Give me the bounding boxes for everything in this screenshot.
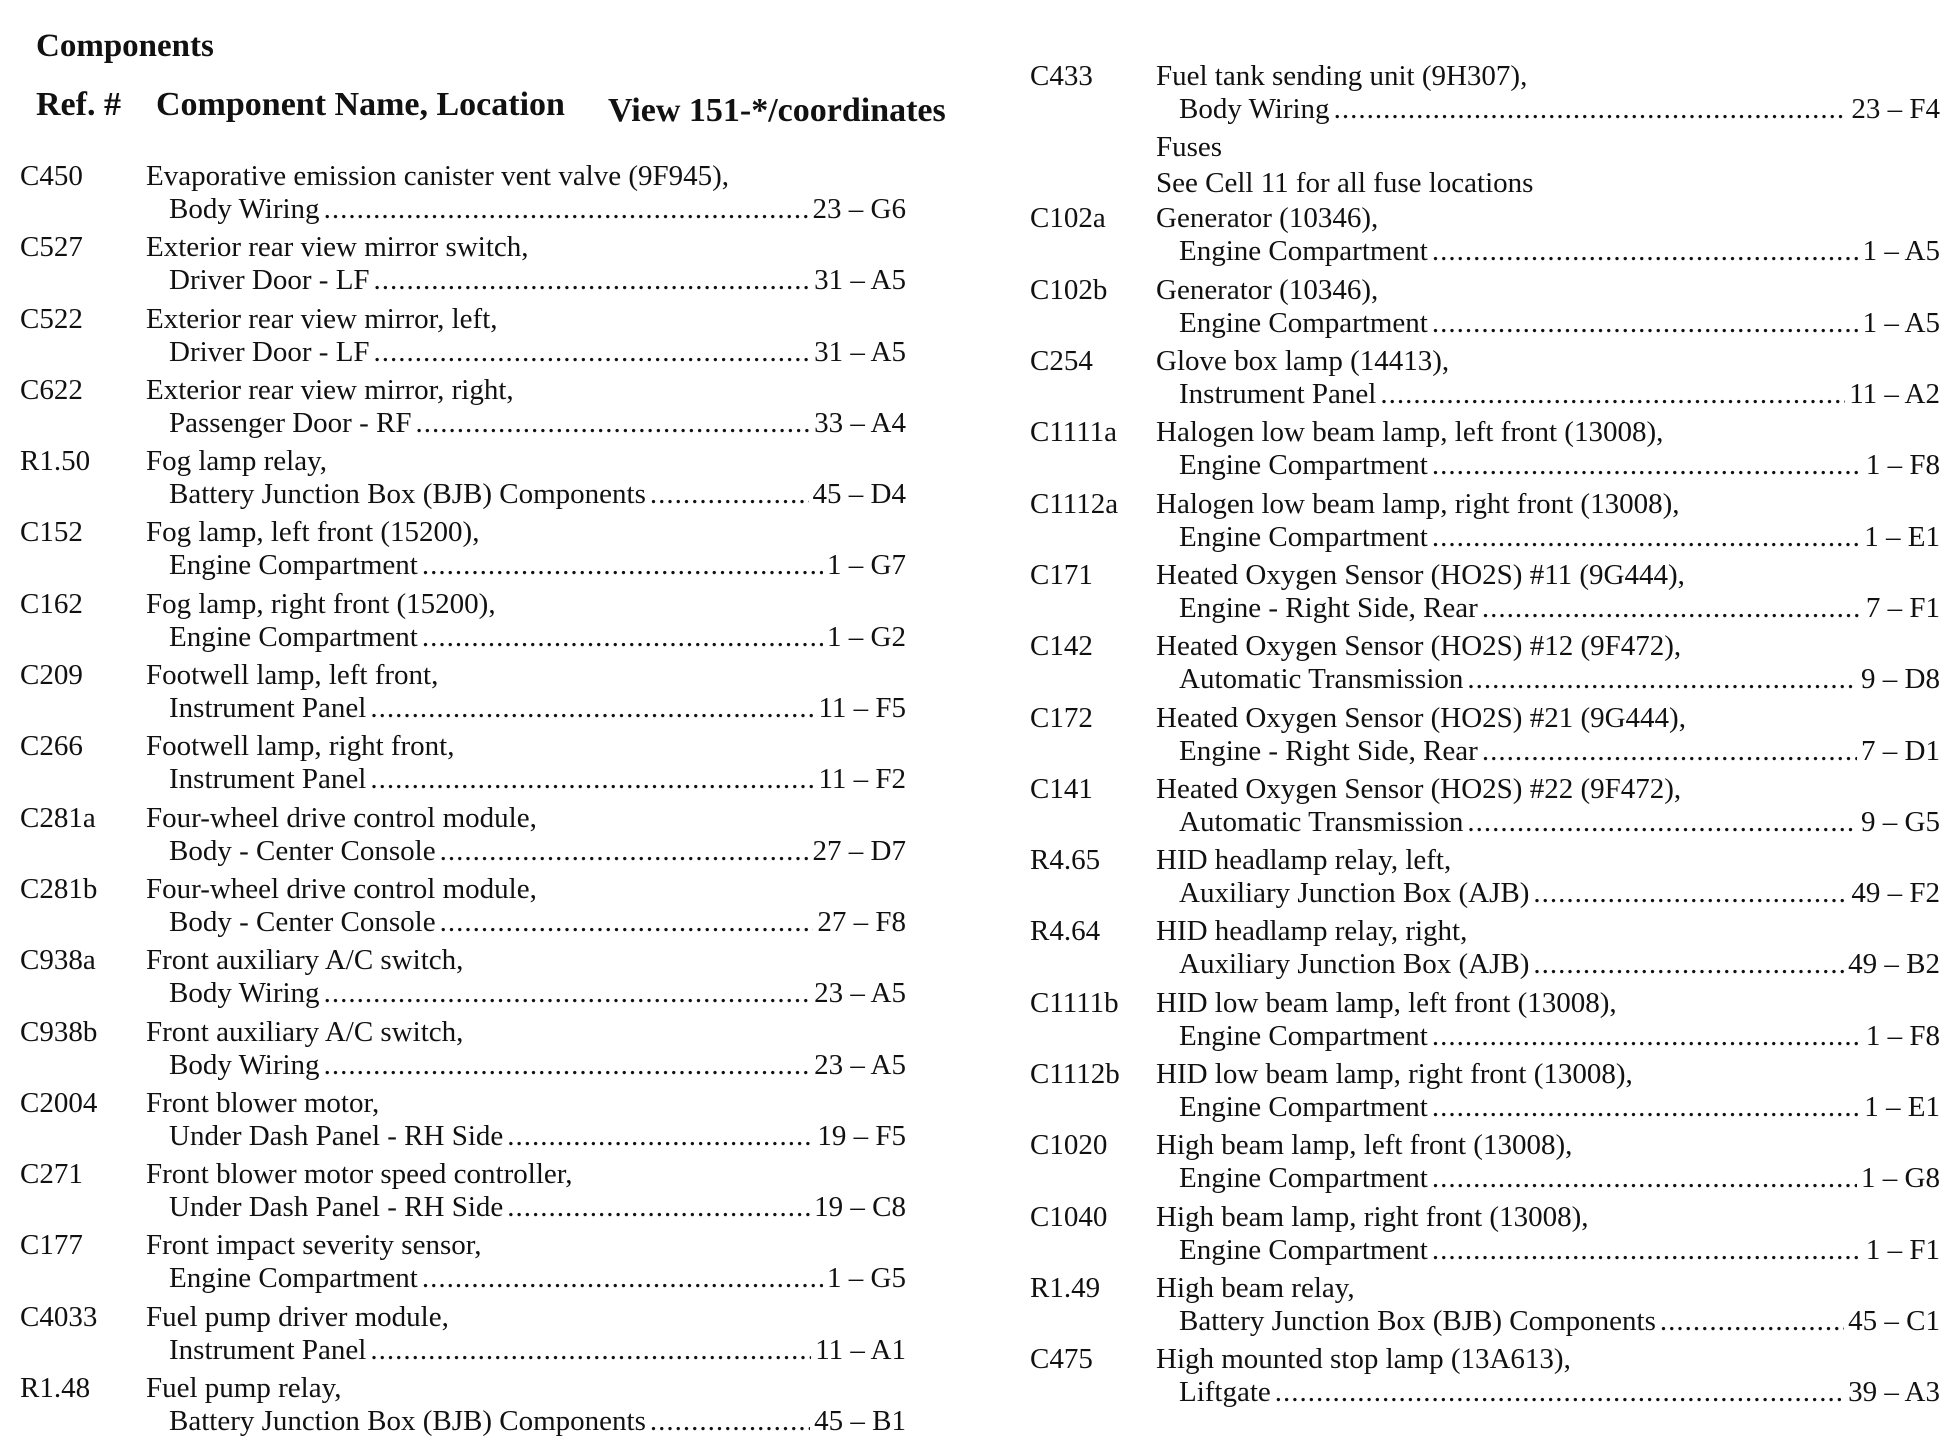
component-name: Heated Oxygen Sensor (HO2S) #21 (9G444),	[1156, 701, 1686, 734]
component-name: HID low beam lamp, left front (13008),	[1156, 986, 1617, 1019]
component-name: Fuel pump driver module,	[146, 1300, 449, 1333]
dot-leader	[440, 906, 814, 939]
component-name: Heated Oxygen Sensor (HO2S) #22 (9F472),	[1156, 772, 1682, 805]
component-location: Under Dash Panel - RH Side	[169, 1119, 504, 1152]
component-name: Front impact severity sensor,	[146, 1229, 482, 1262]
dot-leader	[1432, 1020, 1862, 1053]
dot-leader	[1533, 948, 1844, 981]
component-entry	[1030, 1201, 1940, 1272]
ref-number: C1040	[1030, 1200, 1108, 1233]
ref-number: C1020	[1030, 1129, 1108, 1162]
component-name: Exterior rear view mirror, right,	[146, 373, 514, 406]
component-location: Battery Junction Box (BJB) Components	[169, 1405, 646, 1438]
fuses-note-row	[1030, 167, 1940, 203]
component-location: Auxiliary Junction Box (AJB)	[1179, 948, 1530, 981]
component-name: Generator (10346),	[1156, 273, 1379, 306]
component-location: Engine Compartment	[169, 1262, 418, 1295]
component-entry	[1030, 773, 1940, 844]
dot-leader	[1334, 93, 1848, 126]
view-coordinate: 23 – A5	[814, 977, 906, 1010]
right-column	[1030, 60, 1940, 1415]
ref-number: C102b	[1030, 273, 1108, 306]
component-location: Engine Compartment	[1179, 449, 1428, 482]
ref-number: C2004	[20, 1086, 98, 1119]
component-location: Auxiliary Junction Box (AJB)	[1179, 877, 1530, 910]
dot-leader	[370, 763, 814, 796]
component-name: Front auxiliary A/C switch,	[146, 944, 464, 977]
view-coordinate: 27 – D7	[812, 834, 906, 867]
ref-number: C142	[1030, 630, 1093, 663]
dot-leader	[1467, 663, 1857, 696]
component-name: Glove box lamp (14413),	[1156, 345, 1450, 378]
component-location: Body Wiring	[169, 193, 320, 225]
component-name: High beam relay,	[1156, 1271, 1355, 1304]
component-name: Exterior rear view mirror switch,	[146, 231, 529, 264]
component-name: Footwell lamp, right front,	[146, 730, 455, 763]
component-entry	[20, 516, 940, 587]
view-coordinate: 11 – F2	[818, 763, 906, 796]
view-coordinate: 1 – F8	[1865, 449, 1940, 482]
component-entry	[1030, 915, 1940, 986]
component-entry	[1030, 1343, 1940, 1414]
ref-number: R4.64	[1030, 915, 1101, 948]
component-location: Battery Junction Box (BJB) Components	[1179, 1304, 1656, 1337]
component-name: Front blower motor,	[146, 1086, 380, 1119]
dot-leader	[507, 1120, 813, 1153]
view-coordinate: 1 – G7	[827, 549, 906, 582]
view-coordinate: 39 – A3	[1848, 1376, 1940, 1409]
component-name: High mounted stop lamp (13A613),	[1156, 1343, 1571, 1376]
ref-number: C177	[20, 1229, 83, 1262]
component-name: Front blower motor speed controller,	[146, 1158, 573, 1191]
component-location: Instrument Panel	[169, 1333, 367, 1366]
component-entry	[20, 588, 940, 659]
view-coordinate: 33 – A4	[814, 406, 906, 439]
ref-number: R1.49	[1030, 1271, 1101, 1304]
view-coordinate: 1 – A5	[1862, 306, 1940, 339]
component-location: Under Dash Panel - RH Side	[169, 1191, 504, 1224]
component-location: Body - Center Console	[169, 834, 436, 867]
dot-leader	[440, 835, 809, 868]
dot-leader	[1467, 806, 1857, 839]
component-entry	[1030, 987, 1940, 1058]
ref-number: C1112a	[1030, 487, 1119, 520]
ref-number: C141	[1030, 772, 1093, 805]
component-entry	[1030, 416, 1940, 487]
ref-number: C266	[20, 730, 83, 763]
view-coordinate: 27 – F8	[817, 905, 906, 938]
dot-leader	[1482, 735, 1857, 768]
component-location: Engine - Right Side, Rear	[1179, 734, 1478, 767]
dot-leader	[324, 977, 811, 1010]
dot-leader	[1533, 877, 1847, 910]
component-entry	[20, 1229, 940, 1300]
component-location: Engine Compartment	[169, 549, 418, 582]
component-location: Instrument Panel	[169, 692, 367, 725]
component-entry	[20, 445, 940, 516]
component-entry	[1030, 274, 1940, 345]
component-entry	[20, 374, 940, 445]
ref-number: C1111a	[1030, 416, 1117, 449]
view-coordinate: 1 – F1	[1865, 1233, 1940, 1266]
component-name: Halogen low beam lamp, left front (13008),	[1156, 416, 1664, 449]
component-name: Fuel tank sending unit (9H307),	[1156, 60, 1528, 92]
dot-leader	[370, 1334, 811, 1367]
component-location: Engine Compartment	[169, 620, 418, 653]
view-coordinate: 23 – A5	[814, 1048, 906, 1081]
component-location: Driver Door - LF	[169, 335, 370, 368]
dot-leader	[1432, 307, 1859, 340]
dot-leader	[374, 336, 811, 369]
ref-number: C271	[20, 1158, 83, 1191]
component-name: Fog lamp relay,	[146, 445, 327, 478]
left-column	[20, 160, 940, 1443]
dot-leader	[650, 478, 809, 511]
component-entry	[20, 160, 940, 231]
component-entry	[20, 802, 940, 873]
view-coordinate: 49 – B2	[1848, 948, 1940, 981]
component-entry	[1030, 488, 1940, 559]
component-location: Engine Compartment	[1179, 1091, 1428, 1124]
ref-number: C938a	[20, 944, 96, 977]
view-coordinate: 1 – G5	[827, 1262, 906, 1295]
component-entry	[1030, 559, 1940, 630]
component-location: Instrument Panel	[1179, 378, 1377, 411]
component-entry	[1030, 1058, 1940, 1129]
ref-number: C1111b	[1030, 986, 1119, 1019]
view-coordinate: 1 – F8	[1865, 1019, 1940, 1052]
view-coordinate: 1 – G8	[1861, 1162, 1940, 1195]
ref-number: C475	[1030, 1343, 1093, 1376]
ref-column-header: Ref. #	[36, 86, 121, 123]
ref-number: C281b	[20, 872, 98, 905]
ref-number: C152	[20, 516, 83, 549]
dot-leader	[1660, 1305, 1844, 1338]
component-entry	[20, 944, 940, 1015]
component-name: Front auxiliary A/C switch,	[146, 1015, 464, 1048]
view-coordinate: 49 – F2	[1851, 877, 1940, 910]
dot-leader	[370, 692, 814, 725]
view-coordinate: 45 – C1	[1848, 1304, 1940, 1337]
component-entry	[1030, 60, 1940, 131]
component-location: Driver Door - LF	[169, 264, 370, 297]
dot-leader	[324, 1049, 811, 1082]
component-entry	[20, 1372, 940, 1443]
component-entry	[1030, 202, 1940, 273]
component-name: HID headlamp relay, left,	[1156, 844, 1452, 877]
component-location: Engine Compartment	[1179, 1019, 1428, 1052]
ref-number: C450	[20, 160, 83, 192]
component-location: Engine Compartment	[1179, 306, 1428, 339]
view-coordinate: 11 – A2	[1849, 378, 1940, 411]
dot-leader	[324, 193, 809, 226]
dot-leader	[415, 407, 810, 440]
component-name: Fog lamp, right front (15200),	[146, 587, 496, 620]
component-location: Instrument Panel	[169, 763, 367, 796]
ref-number: R4.65	[1030, 844, 1101, 877]
component-location: Engine Compartment	[1179, 235, 1428, 268]
component-entry	[1030, 345, 1940, 416]
view-coordinate: 45 – B1	[814, 1405, 906, 1438]
ref-number: C527	[20, 231, 83, 264]
component-location: Automatic Transmission	[1179, 663, 1464, 696]
ref-number: C622	[20, 373, 83, 406]
component-location: Body - Center Console	[169, 905, 436, 938]
dot-leader	[422, 621, 823, 654]
view-coordinate: 7 – D1	[1861, 734, 1940, 767]
component-entry	[20, 1016, 940, 1087]
component-entry	[20, 659, 940, 730]
view-coordinate: 31 – A5	[814, 264, 906, 297]
component-entry	[20, 1301, 940, 1372]
component-entry	[20, 303, 940, 374]
component-name: Fuel pump relay,	[146, 1372, 342, 1405]
component-entry	[1030, 1272, 1940, 1343]
component-name: HID headlamp relay, right,	[1156, 915, 1468, 948]
component-entry	[1030, 1129, 1940, 1200]
ref-number: R1.50	[20, 445, 91, 478]
view-column-header: View 151-*/coordinates	[608, 92, 946, 129]
component-entry	[1030, 844, 1940, 915]
ref-number: R1.48	[20, 1372, 91, 1405]
dot-leader	[1380, 378, 1845, 411]
component-entry	[20, 1158, 940, 1229]
component-location: Liftgate	[1179, 1376, 1271, 1409]
view-coordinate: 45 – D4	[812, 478, 906, 511]
component-location: Engine - Right Side, Rear	[1179, 591, 1478, 624]
fuses-heading-row	[1030, 131, 1940, 167]
component-location: Body Wiring	[169, 977, 320, 1010]
dot-leader	[1432, 1234, 1862, 1267]
component-location: Engine Compartment	[1179, 1233, 1428, 1266]
dot-leader	[422, 1262, 823, 1295]
component-name: High beam lamp, left front (13008),	[1156, 1129, 1573, 1162]
ref-number: C254	[1030, 345, 1093, 378]
ref-number: C4033	[20, 1300, 98, 1333]
ref-number: C938b	[20, 1015, 98, 1048]
view-coordinate: 7 – F1	[1865, 591, 1940, 624]
dot-leader	[1482, 592, 1862, 625]
view-coordinate: 9 – D8	[1861, 663, 1940, 696]
dot-leader	[1432, 235, 1859, 268]
component-entry	[20, 873, 940, 944]
dot-leader	[1432, 1091, 1860, 1124]
ref-number: C522	[20, 302, 83, 335]
view-coordinate: 1 – E1	[1864, 1091, 1940, 1124]
view-coordinate: 23 – G6	[812, 193, 906, 225]
component-entry	[20, 730, 940, 801]
component-name: Exterior rear view mirror, left,	[146, 302, 498, 335]
component-name: Evaporative emission canister vent valve (9F945),	[146, 160, 730, 192]
component-location: Body Wiring	[1179, 93, 1330, 125]
view-coordinate: 11 – F5	[818, 692, 906, 725]
ref-number: C171	[1030, 558, 1093, 591]
component-name: Generator (10346),	[1156, 202, 1379, 235]
dot-leader	[1432, 1162, 1857, 1195]
ref-number: C433	[1030, 60, 1093, 92]
component-name: Footwell lamp, left front,	[146, 659, 439, 692]
component-location: Engine Compartment	[1179, 520, 1428, 553]
dot-leader	[1275, 1376, 1844, 1409]
component-name: Four-wheel drive control module,	[146, 872, 537, 905]
dot-leader	[1432, 449, 1862, 482]
ref-number: C1112b	[1030, 1058, 1120, 1091]
ref-number: C281a	[20, 801, 96, 834]
component-location: Battery Junction Box (BJB) Components	[169, 478, 646, 511]
component-entry	[20, 1087, 940, 1158]
component-name: Heated Oxygen Sensor (HO2S) #11 (9G444),	[1156, 558, 1685, 591]
view-coordinate: 11 – A1	[815, 1333, 906, 1366]
view-coordinate: 19 – C8	[814, 1191, 906, 1224]
view-coordinate: 31 – A5	[814, 335, 906, 368]
dot-leader	[507, 1191, 810, 1224]
component-entry	[20, 231, 940, 302]
view-coordinate: 1 – G2	[827, 620, 906, 653]
component-name: Halogen low beam lamp, right front (13008),	[1156, 487, 1680, 520]
ref-number: C162	[20, 587, 83, 620]
component-entry	[1030, 630, 1940, 701]
fuses-heading: Fuses	[1156, 131, 1223, 164]
ref-number: C209	[20, 659, 83, 692]
view-coordinate: 23 – F4	[1851, 93, 1940, 125]
dot-leader	[650, 1405, 810, 1438]
component-location: Passenger Door - RF	[169, 406, 412, 439]
view-coordinate: 19 – F5	[817, 1119, 906, 1152]
component-name: HID low beam lamp, right front (13008),	[1156, 1058, 1633, 1091]
view-coordinate: 9 – G5	[1861, 805, 1940, 838]
ref-number: C172	[1030, 701, 1093, 734]
dot-leader	[374, 264, 811, 297]
view-coordinate: 1 – A5	[1862, 235, 1940, 268]
component-name: High beam lamp, right front (13008),	[1156, 1200, 1589, 1233]
page-title: Components	[36, 28, 214, 64]
ref-number: C102a	[1030, 202, 1106, 235]
name-column-header: Component Name, Location	[156, 86, 565, 123]
component-name: Fog lamp, left front (15200),	[146, 516, 480, 549]
component-location: Automatic Transmission	[1179, 805, 1464, 838]
component-name: Four-wheel drive control module,	[146, 801, 537, 834]
dot-leader	[422, 549, 823, 582]
component-location: Body Wiring	[169, 1048, 320, 1081]
view-coordinate: 1 – E1	[1864, 520, 1940, 553]
dot-leader	[1432, 521, 1860, 554]
component-location: Engine Compartment	[1179, 1162, 1428, 1195]
component-name: Heated Oxygen Sensor (HO2S) #12 (9F472),	[1156, 630, 1682, 663]
component-entry	[1030, 702, 1940, 773]
fuses-note: See Cell 11 for all fuse locations	[1156, 166, 1534, 199]
